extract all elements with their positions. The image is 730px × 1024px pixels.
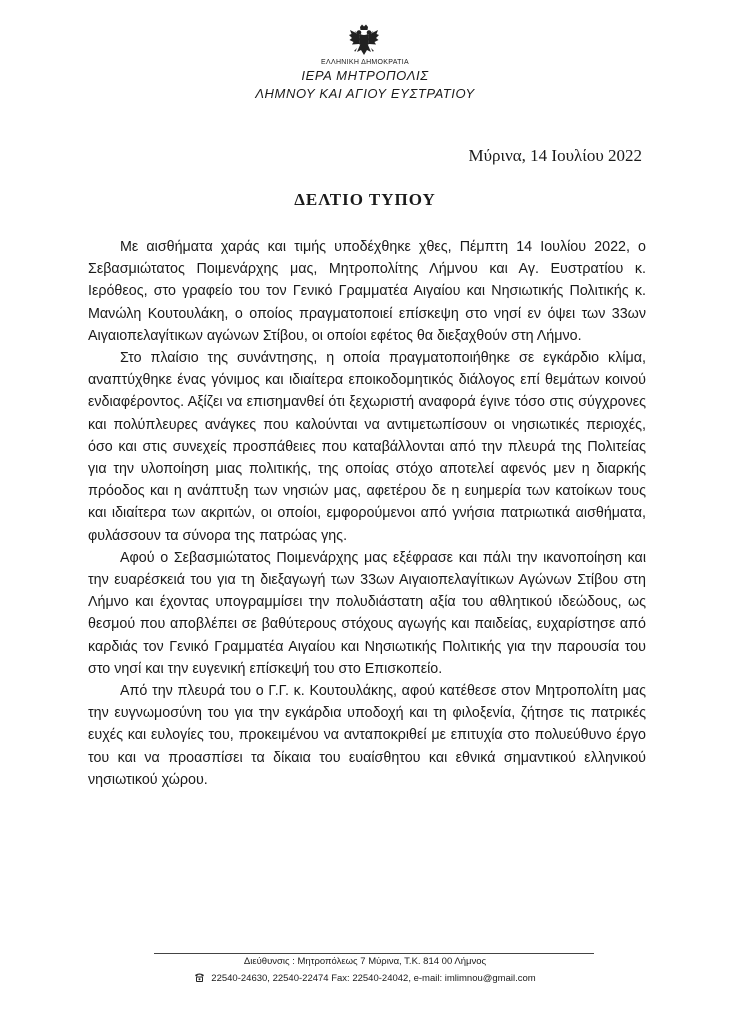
paragraph-2: Στο πλαίσιο της συνάντησης, η οποία πραγματοποιήθηκε σε εγκάρδιο κλίμα, αναπτύχθηκε ένας γόνιμος και ιδιαίτερα εποικοδομητικός διάλογος επί θεμάτων κοινού ενδιαφέροντος. Αξίζει να επισημανθεί ότι ξεχωριστή αναφορά έγινε τόσο στις σύγχρονες και πολύπλευρες ανάγκες που καλούνται να αντιμετωπίσουν οι νησιωτικές περιοχές, όσο και στις συνεχείς προσπάθειες που καταβάλλονται από την πλευρά της Πολιτείας για την υλοποίηση μιας πολιτικής, της οποίας στόχο αποτελεί αφενός μεν η διαρκής πρόοδος και η ανάπτυξη των νησιών μας, αφετέρου δε η ευημερία των κατοίκων τους και ιδιαίτερα των ακριτών, οι οποίοι, εμφορούμενοι από γνήσια πατριωτικά αισθήματα, φυλάσσουν τα σύνορα της πατρώας γης.: [88, 350, 646, 544]
document-title: ΔΕΛΤΙΟ ΤΥΠΟΥ: [294, 190, 436, 209]
footer-address: Διεύθυνσις : Μητροπόλεως 7 Μύρινα, Τ.Κ. 814 00 Λήμνος: [243, 956, 487, 967]
document-date: Μύρινα, 14 Ιουλίου 2022: [468, 146, 642, 165]
metropolis-islands: ΛΗΜΝΟΥ ΚΑΙ ΑΓΙΟΥ ΕΥΣΤΡΑΤΙΟΥ: [255, 86, 475, 101]
footer-contact-line: [0, 972, 730, 985]
paragraph-4: Από την πλευρά του ο Γ.Γ. κ. Κουτουλάκης, αφού κατέθεσε στον Μητροπολίτη μας την ευγνωμοσύνη του για την εγκάρδια υποδοχή και τη φιλοξενία, ζήτησε τις πατρικές ευχές και ευλογίες του, προκειμένου να ανταποκριθεί με επιτυχία στο πολυεύθυνο έργο του και να προασπίσει τα δίκαια του ευαίσθητου και εθνικά σημαντικού ελληνικού νησιωτικού χώρου.: [88, 683, 646, 788]
double-headed-eagle-icon: [348, 24, 380, 58]
press-release-body: [88, 236, 646, 791]
telephone-icon: [194, 972, 205, 985]
republic-label: ΕΛΛΗΝΙΚΗ ΔΗΜΟΚΡΑΤΙΑ: [321, 59, 409, 66]
paragraph-1: Με αισθήματα χαράς και τιμής υποδέχθηκε χθες, Πέμπτη 14 Ιουλίου 2022, ο Σεβασμιώτατος Ποιμενάρχης μας, Μητροπολίτης Λήμνου και Αγ. Ευστρατίου κ. Ιερόθεος, στο γραφείο του τον Γενικό Γραμματέα Αιγαίου και Νησιωτικής Πολιτικής κ. Μανώλη Κουτουλάκη, ο οποίος πραγματοποιεί επίσκεψη στο νησί εν όψει των 33ων Αιγαιοπελαγίτικων αγώνων Στίβου, οι οποίοι εφέτος θα διεξαχθούν στη Λήμνο.: [88, 239, 646, 344]
footer-divider: [154, 953, 594, 954]
paragraph-3: Αφού ο Σεβασμιώτατος Ποιμενάρχης μας εξέφρασε και πάλι την ικανοποίηση και την ευαρέσκειά του για τη διεξαγωγή των 33ων Αιγαιοπελαγίτικων Αγώνων Στίβου στη Λήμνο και έχοντας υπογραμμίσει την πολυδιάστατη αξία του αθλητικού ιδεώδους, ως θεσμού που αποβλέπει σε βαθύτερους στόχους αγωγής και παιδείας, ευχαρίστησε από καρδιάς τον Γενικό Γραμματέα Αιγαίου και Νησιωτικής Πολιτικής για την παρουσία του στο νησί και την ευγενική επίσκεψή του στο Επισκοπείο.: [88, 549, 646, 677]
footer-contact-text: 22540-24630, 22540-22474 Fax: 22540-24042, e-mail: imlimnou@gmail.com: [211, 973, 536, 984]
metropolis-name: ΙΕΡΑ ΜΗΤΡΟΠΟΛΙΣ: [301, 68, 429, 83]
